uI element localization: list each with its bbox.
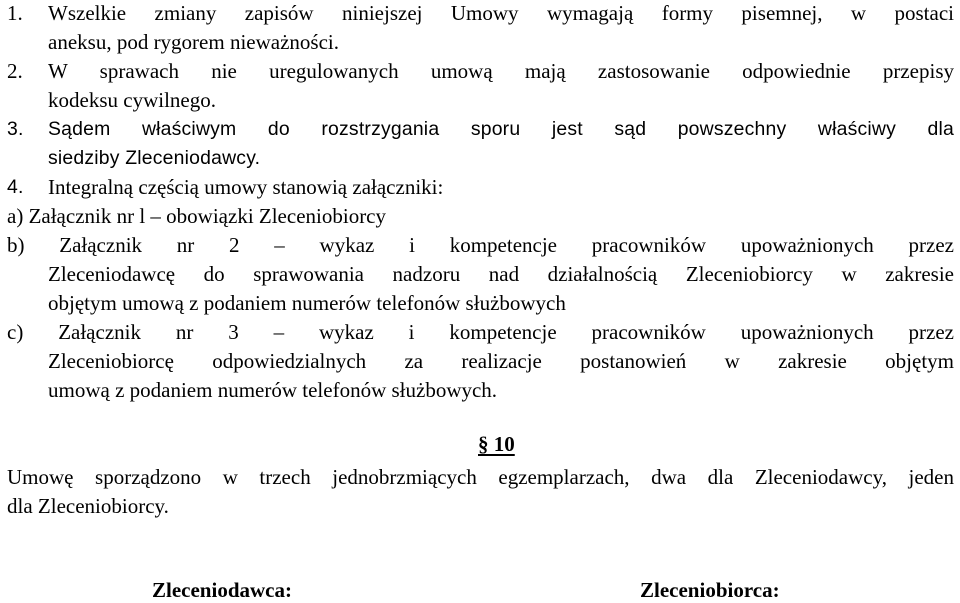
item-3-line-1: Sądem właściwym do rozstrzygania sporu jest sąd powszechny właściwy dla [48,118,954,140]
item-4-line-1: Integralną częścią umowy stanowią załączniki: [48,175,444,199]
item-1-line-2: aneksu, pod rygorem nieważności. [48,30,339,54]
signature-left-label: Zleceniodawca: [152,578,292,602]
item-1-line-1: Wszelkie zmiany zapisów niniejszej Umowy wymagają formy pisemnej, w postaci [48,1,954,25]
attachment-c-line-2: Zleceniobiorcę odpowiedzialnych za realizacje postanowień w zakresie objętym [48,349,954,373]
section-heading: § 10 [478,432,515,456]
attachment-a-line-1: a) Załącznik nr l – obowiązki Zleceniobiorcy [7,204,387,228]
attachment-c-line-1: c) Załącznik nr 3 – wykaz i kompetencje pracowników upoważnionych przez [7,320,954,344]
item-3-line-2: siedziby Zleceniodawcy. [48,147,261,169]
item-2-number: 2. [7,59,23,83]
item-4-number: 4. [7,176,24,198]
attachment-b-line-2: Zleceniodawcę do sprawowania nadzoru nad działalnością Zleceniobiorcy w zakresie [48,262,954,286]
signature-right-label: Zleceniobiorca: [640,578,780,602]
attachment-b-line-1: b) Załącznik nr 2 – wykaz i kompetencje pracowników upoważnionych przez [7,233,954,257]
item-2-line-2: kodeksu cywilnego. [48,88,216,112]
attachment-b-line-3: objętym umową z podaniem numerów telefonów służbowych [48,291,566,315]
item-3-number: 3. [7,118,24,140]
section-paragraph-line-2: dla Zleceniobiorcy. [7,494,169,518]
section-paragraph-line-1: Umowę sporządzono w trzech jednobrzmiących egzemplarzach, dwa dla Zleceniodawcy, jeden [7,465,954,489]
item-1-number: 1. [7,1,23,25]
item-2-line-1: W sprawach nie uregulowanych umową mają zastosowanie odpowiednie przepisy [48,59,954,83]
attachment-c-line-3: umową z podaniem numerów telefonów służbowych. [48,378,498,402]
